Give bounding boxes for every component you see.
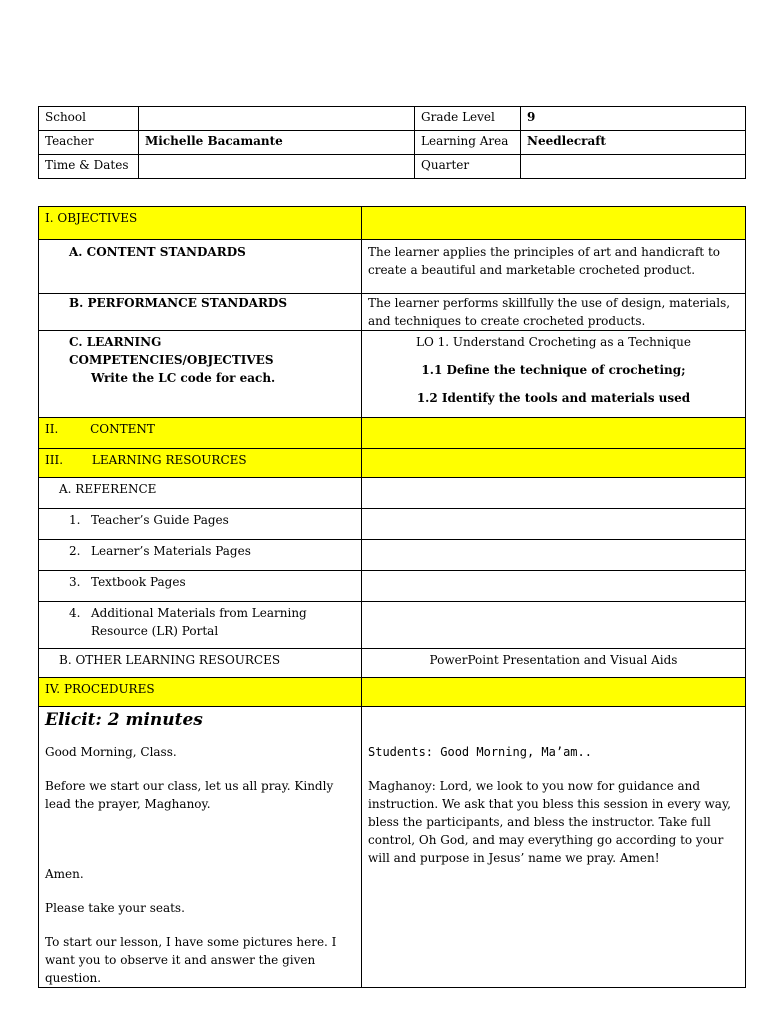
quarter-label: Quarter: [415, 155, 521, 179]
performance-standards-row: [39, 294, 746, 331]
student-script: [362, 707, 746, 988]
procedures-title: IV. PROCEDURES: [39, 678, 362, 707]
student-greeting: Students: Good Morning, Ma’am..: [368, 745, 592, 759]
lo-item-1: 1.1 Define the technique of crocheting;: [421, 363, 686, 377]
teacher-line: Before we start our class, let us all pray. Kindly lead the prayer, Maghanoy.: [45, 779, 334, 811]
content-standards-label: A. CONTENT STANDARDS: [39, 240, 362, 294]
school-label: School: [39, 107, 139, 131]
teacher-line: To start our lesson, I have some pictures here. I want you to observe it and answer the given question.: [45, 935, 337, 985]
lo-title: LO 1. Understand Crocheting as a Technique: [416, 335, 691, 349]
time-label: Time & Dates: [39, 155, 139, 179]
info-row-time: [39, 155, 746, 179]
resource-item-label: Textbook Pages: [91, 575, 186, 589]
procedures-header-row: [39, 678, 746, 707]
prayer-text: Maghanoy: Lord, we look to you now for guidance and instruction. We ask that you bless this session in every way, bless the participants, and bless the instructor. Take full control, Oh God, and may everything go according to your will and purpose in Jesus’ name we pray. Amen!: [368, 779, 731, 865]
competencies-row: [39, 331, 746, 418]
resource-item: [39, 602, 362, 649]
resources-title: [39, 449, 362, 478]
competencies-label: [39, 331, 362, 418]
resource-item: [39, 509, 362, 540]
reference-row: [39, 478, 746, 509]
grade-label: Grade Level: [415, 107, 521, 131]
resource-item-row: [39, 540, 746, 571]
content-header-row: [39, 418, 746, 449]
resources-title-text: LEARNING RESOURCES: [91, 453, 247, 467]
info-row-school: [39, 107, 746, 131]
lesson-info-table: [38, 106, 746, 179]
teacher-label: Teacher: [39, 131, 139, 155]
info-row-teacher: [39, 131, 746, 155]
area-label: Learning Area: [415, 131, 521, 155]
teacher-line: Amen.: [45, 867, 84, 881]
reference-label: A. REFERENCE: [39, 478, 362, 509]
resource-item-label: Additional Materials from Learning Resource (LR) Portal: [91, 606, 307, 638]
area-value: Needlecraft: [521, 131, 746, 155]
content-standards-value: The learner applies the principles of art and handicraft to create a beautiful and marketable crocheted product.: [362, 240, 746, 294]
resource-item-num: 2.: [69, 544, 81, 558]
resource-item: [39, 540, 362, 571]
content-num: II.: [45, 422, 59, 436]
teacher-line: Please take your seats.: [45, 901, 185, 915]
objectives-title: I. OBJECTIVES: [39, 207, 362, 240]
resource-item-num: 4.: [69, 606, 81, 620]
competencies-label-line1: C. LEARNING COMPETENCIES/OBJECTIVES: [69, 335, 274, 367]
resource-item-row: [39, 509, 746, 540]
performance-standards-value: The learner performs skillfully the use of design, materials, and techniques to create crocheted products.: [362, 294, 746, 331]
competencies-label-line2: Write the LC code for each.: [91, 371, 276, 385]
competencies-value: [362, 331, 746, 418]
school-value: [139, 107, 415, 131]
performance-standards-label: B. PERFORMANCE STANDARDS: [39, 294, 362, 331]
grade-value: 9: [521, 107, 746, 131]
procedures-row: [39, 707, 746, 988]
objectives-header-row: [39, 207, 746, 240]
resources-num: III.: [45, 453, 64, 467]
time-value: [139, 155, 415, 179]
teacher-line: Good Morning, Class.: [45, 745, 177, 759]
elicit-heading: Elicit: 2 minutes: [45, 710, 203, 730]
quarter-value: [521, 155, 746, 179]
content-title: [39, 418, 362, 449]
resource-item-row: [39, 571, 746, 602]
content-title-text: CONTENT: [90, 422, 155, 436]
lo-item-2: 1.2 Identify the tools and materials used: [416, 391, 691, 405]
content-standards-row: [39, 240, 746, 294]
teacher-script: [39, 707, 362, 988]
resources-header-row: [39, 449, 746, 478]
resource-item: [39, 571, 362, 602]
resource-item-num: 1.: [69, 513, 81, 527]
other-resources-row: [39, 649, 746, 678]
lesson-plan-table: [38, 206, 746, 988]
teacher-value: Michelle Bacamante: [139, 131, 415, 155]
other-resources-label: B. OTHER LEARNING RESOURCES: [39, 649, 362, 678]
resource-item-label: Teacher’s Guide Pages: [91, 513, 229, 527]
resource-item-label: Learner’s Materials Pages: [91, 544, 251, 558]
other-resources-value: PowerPoint Presentation and Visual Aids: [362, 649, 746, 678]
resource-item-row: [39, 602, 746, 649]
resource-item-num: 3.: [69, 575, 81, 589]
